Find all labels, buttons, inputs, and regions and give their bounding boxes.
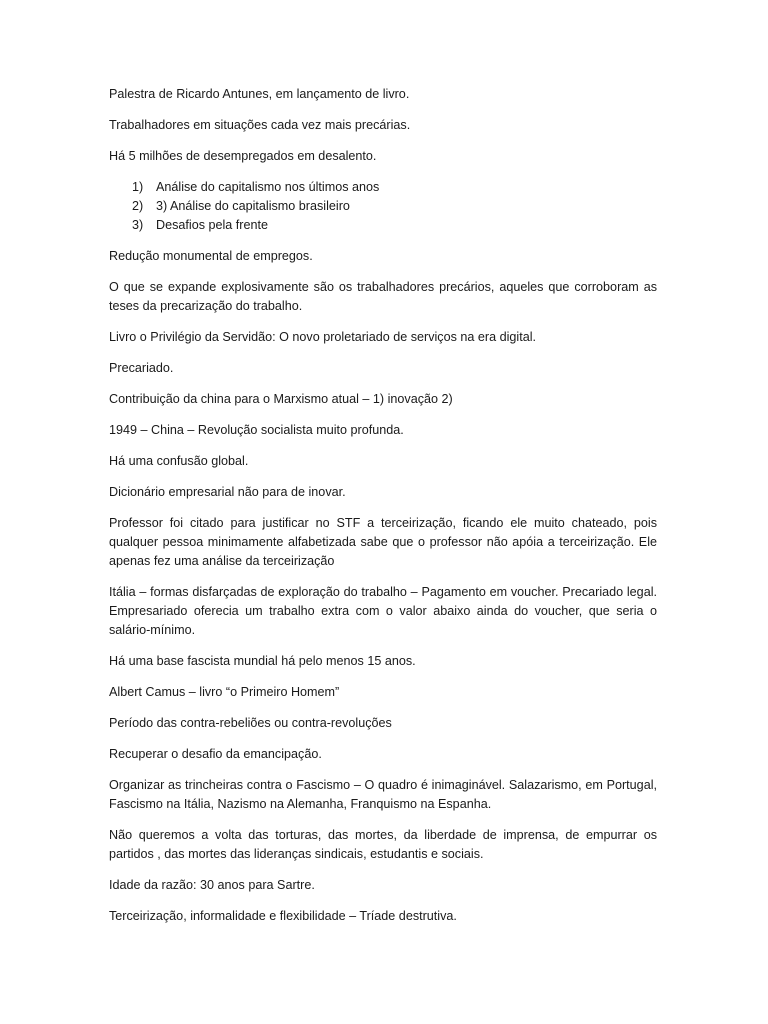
list-item-text: 3) Análise do capitalismo brasileiro: [156, 199, 350, 213]
paragraph: Dicionário empresarial não para de inovar.: [109, 485, 346, 499]
paragraph: Há uma base fascista mundial há pelo menos 15 anos.: [109, 654, 416, 668]
paragraph: Itália – formas disfarçadas de exploração do trabalho – Pagamento em voucher. Precariado legal. Empresariado oferecia um trabalho extra com o valor abaixo ainda do voucher, que seria o salário-mínimo.: [109, 585, 657, 637]
paragraph: Idade da razão: 30 anos para Sartre.: [109, 878, 315, 892]
list-item: [109, 197, 657, 216]
paragraph: Organizar as trincheiras contra o Fascismo – O quadro é inimaginável. Salazarismo, em Portugal, Fascismo na Itália, Nazismo na Alemanha, Franquismo na Espanha.: [109, 778, 657, 811]
paragraph: 1949 – China – Revolução socialista muito profunda.: [109, 423, 404, 437]
paragraph: Professor foi citado para justificar no STF a terceirização, ficando ele muito chateado, pois qualquer pessoa minimamente alfabetizada sabe que o professor não apóia a terceirização. Ele apenas fez uma análise da terceirização: [109, 516, 657, 568]
paragraph: Albert Camus – livro “o Primeiro Homem”: [109, 685, 340, 699]
list-item: [109, 216, 657, 235]
document-body: [109, 85, 657, 938]
list-item: [109, 178, 657, 197]
paragraph: Período das contra-rebeliões ou contra-revoluções: [109, 716, 392, 730]
paragraph: Palestra de Ricardo Antunes, em lançamento de livro.: [109, 87, 410, 101]
paragraph: O que se expande explosivamente são os trabalhadores precários, aqueles que corroboram as teses da precarização do trabalho.: [109, 280, 657, 313]
paragraph: Contribuição da china para o Marxismo atual – 1) inovação 2): [109, 392, 453, 406]
numbered-list: [109, 178, 657, 235]
paragraph: Recuperar o desafio da emancipação.: [109, 747, 322, 761]
list-item-number: 1): [132, 180, 144, 194]
paragraph: Terceirização, informalidade e flexibilidade – Tríade destrutiva.: [109, 909, 457, 923]
paragraph: Não queremos a volta das torturas, das mortes, da liberdade de imprensa, de empurrar os partidos , das mortes das lideranças sindicais, estudantis e sociais.: [109, 828, 657, 861]
paragraph: Trabalhadores em situações cada vez mais precárias.: [109, 118, 411, 132]
list-item-number: 2): [132, 199, 144, 213]
list-item-number: 3): [132, 218, 144, 232]
paragraph: Livro o Privilégio da Servidão: O novo proletariado de serviços na era digital.: [109, 330, 537, 344]
paragraph: Há uma confusão global.: [109, 454, 249, 468]
paragraph: Há 5 milhões de desempregados em desalento.: [109, 149, 377, 163]
paragraph: Redução monumental de empregos.: [109, 249, 313, 263]
list-item-text: Desafios pela frente: [156, 218, 269, 232]
paragraph: Precariado.: [109, 361, 174, 375]
list-item-text: Análise do capitalismo nos últimos anos: [156, 180, 380, 194]
